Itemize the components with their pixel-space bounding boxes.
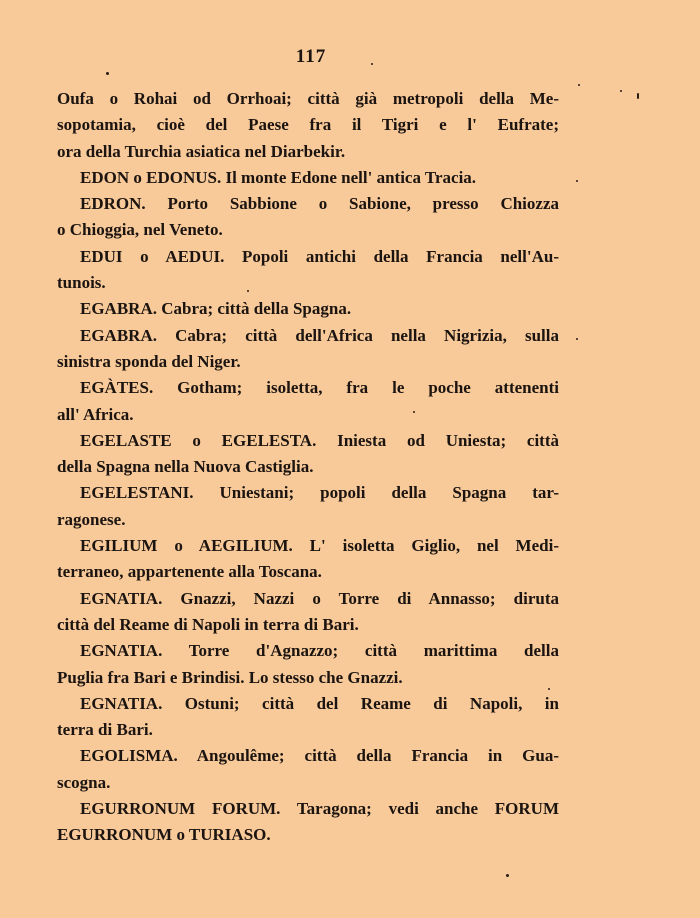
entry-line: terraneo, appartenente alla Toscana.	[57, 562, 322, 582]
entry-line: EDON o EDONUS. Il monte Edone nell' antica Tracia.	[80, 167, 477, 187]
entry-line: ora della Turchia asiatica nel Diarbekir.	[57, 141, 346, 161]
scan-speck	[106, 72, 109, 75]
scan-speck	[578, 84, 580, 86]
entry-line: all' Africa.	[57, 404, 134, 424]
scan-speck	[413, 411, 415, 413]
entry-line: EGELASTE o EGELESTA. Iniesta od Uniesta; città	[80, 430, 559, 450]
entry-line: EGNATIA. Gnazzi, Nazzi o Torre di Annasso; diruta	[80, 588, 559, 608]
page-number: 117	[295, 46, 327, 67]
entry-line: tunois.	[57, 273, 106, 293]
entry-line: ragonese.	[57, 509, 126, 529]
entry-line: EGURRONUM o TURIASO.	[57, 825, 271, 845]
entry-line: EDRON. Porto Sabbione o Sabione, presso Chiozza	[80, 194, 559, 214]
entry-line: sinistra sponda del Niger.	[57, 351, 241, 371]
entry-line: Oufa o Rohai od Orrhoai; città già metropoli della Me-	[57, 89, 559, 108]
entry-line: terra di Bari.	[57, 720, 153, 740]
dictionary-text	[57, 86, 559, 849]
scan-speck	[506, 874, 509, 877]
entry-line: o Chioggia, nel Veneto.	[57, 220, 223, 240]
entry-line: sopotamia, cioè del Paese fra il Tigri e l' Eufrate;	[57, 115, 559, 135]
entry-line: della Spagna nella Nuova Castiglia.	[57, 457, 314, 477]
entry-line: scogna.	[57, 772, 111, 792]
entry-line: EGÀTES. Gotham; isoletta, fra le poche attenenti	[80, 378, 559, 398]
scan-speck	[247, 290, 249, 292]
scan-speck	[371, 63, 373, 65]
entry-line: città del Reame di Napoli in terra di Bari.	[57, 614, 359, 634]
entry-line: Puglia fra Bari e Brindisi. Lo stesso che Gnazzi.	[57, 667, 403, 687]
entry-line: EGNATIA. Torre d'Agnazzo; città marittima della	[80, 641, 559, 661]
entry-line: EGILIUM o AEGILIUM. L' isoletta Giglio, nel Medi-	[80, 536, 559, 556]
entry-line: EGELESTANI. Uniestani; popoli della Spagna tar-	[80, 483, 559, 503]
entry-line: EGOLISMA. Angoulême; città della Francia in Gua-	[80, 746, 559, 766]
entry-line: EGURRONUM FORUM. Taragona; vedi anche FORUM	[80, 799, 559, 819]
entry-line: EGABRA. Cabra; città dell'Africa nella Nigrizia, sulla	[80, 325, 559, 345]
entry-line: EGABRA. Cabra; città della Spagna.	[80, 299, 352, 319]
scan-speck	[637, 93, 639, 99]
scan-speck	[576, 338, 578, 340]
scan-speck	[576, 180, 578, 182]
scan-speck	[620, 90, 622, 92]
entry-line: EGNATIA. Ostuni; città del Reame di Napoli, in	[80, 693, 559, 713]
entry-line: EDUI o AEDUI. Popoli antichi della Francia nell'Au-	[80, 246, 559, 266]
scan-speck	[548, 688, 550, 690]
